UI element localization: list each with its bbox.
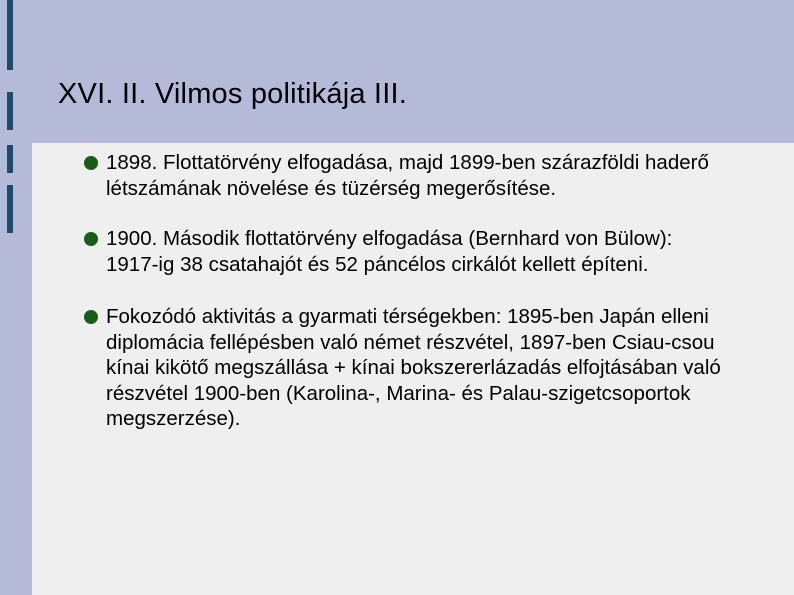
bullet-icon	[84, 232, 98, 246]
bullet-list	[84, 150, 724, 457]
side-bar-segment	[7, 145, 13, 173]
bullet-item	[84, 226, 724, 277]
bullet-item	[84, 150, 724, 201]
bullet-text: Fokozódó aktivitás a gyarmati térségekben: 1895-ben Japán elleni diplomácia fellépésben való német részvétel, 1897-ben Csiau-csou kínai kikötő megszállása + kínai bokszererlázadás elfojtásában való részvétel 1900-ben (Karolina-, Marina- és Palau-szigetcsoportok megszerzése).	[106, 305, 721, 430]
side-bar-segment	[7, 0, 13, 70]
side-bar-segment	[7, 185, 13, 233]
side-accent-bar	[0, 0, 14, 595]
bullet-text: 1898. Flottatörvény elfogadása, majd 1899-ben szárazföldi haderő létszámának növelése és tüzérség megerősítése.	[106, 151, 709, 200]
slide-title: XVI. II. Vilmos politikája III.	[58, 78, 407, 110]
side-bar-segment	[7, 92, 13, 130]
bullet-text: 1900. Második flottatörvény elfogadása (Bernhard von Bülow): 1917-ig 38 csatahajót és 52 páncélos cirkálót kellett építeni.	[106, 227, 673, 276]
bullet-icon	[84, 156, 98, 170]
bullet-icon	[84, 310, 98, 324]
bullet-item	[84, 304, 724, 432]
